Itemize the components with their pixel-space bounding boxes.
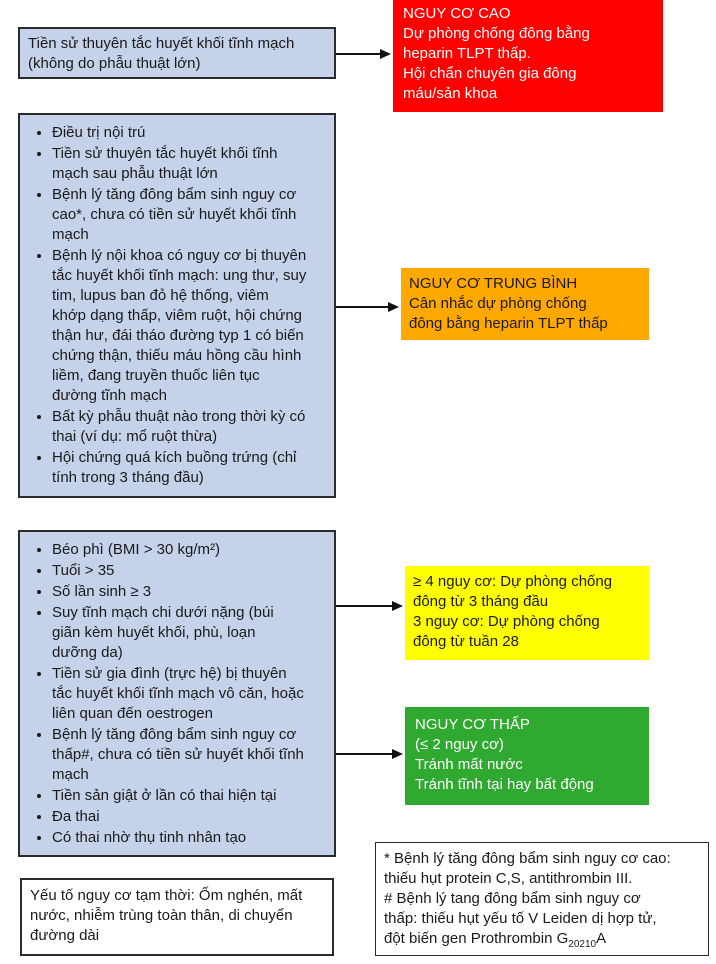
arrow-to-low-risk <box>336 746 404 762</box>
medium-risk-box <box>401 268 649 340</box>
risk-factor-item: • Tiền sử gia đình (trực hệ) bị thuyên tắc huyết khối tĩnh mạch vô căn, hoặc liên quan đến oestrogen <box>52 664 328 724</box>
history-vte-line: (không do phẫu thuật lớn) <box>28 55 201 72</box>
footnote-line: thiếu hụt protein C,S, antithrombin III. <box>384 870 633 887</box>
yellow-risk-line: 3 nguy cơ: Dự phòng chống <box>413 613 600 630</box>
temporary-factors-box <box>20 878 334 956</box>
yellow-risk-line: ≥ 4 nguy cơ: Dự phòng chống <box>413 573 613 590</box>
risk-factor-item: • Tiền sử thuyên tắc huyết khối tĩnh mạch sau phẫu thuật lớn <box>52 144 328 184</box>
risk-factor-item: • Bệnh lý tăng đông bẩm sinh nguy cơ thấp#, chưa có tiền sử huyết khối tĩnh mạch <box>52 725 328 785</box>
risk-factor-item: • Hội chứng quá kích buồng trứng (chỉ tính trong 3 tháng đầu) <box>52 448 328 488</box>
risk-factor-item: • Tuổi > 35 <box>52 561 328 581</box>
low-risk-line: (≤ 2 nguy cơ) <box>415 736 504 753</box>
intermediate-factors-box <box>18 113 336 498</box>
risk-factor-item: • Số lần sinh ≥ 3 <box>52 582 328 602</box>
low-risk-title: NGUY CƠ THẤP <box>415 716 530 733</box>
arrow-to-yellow-risk <box>336 598 404 614</box>
risk-factor-item: • Bệnh lý nội khoa có nguy cơ bị thuyên tắc huyết khối tĩnh mạch: ung thư, suy tim, lupus ban đỏ hệ thống, viêm khớp dạng thấp, viêm ruột, hội chứng thận hư, đái tháo đường typ 1 có biến chứng thận, thiếu máu hồng cầu hình liềm, đang truyền thuốc liên tục đường tĩnh mạch <box>52 246 328 406</box>
high-risk-line: Hội chẩn chuyên gia đông <box>403 65 577 82</box>
history-vte-line: Tiền sử thuyên tắc huyết khối tĩnh mạch <box>28 35 295 52</box>
risk-factor-item: • Bất kỳ phẫu thuật nào trong thời kỳ có thai (ví dụ: mổ ruột thừa) <box>52 407 328 447</box>
high-risk-line: máu/sản khoa <box>403 85 498 102</box>
risk-factor-item: • Béo phì (BMI > 30 kg/m²) <box>52 540 328 560</box>
footnote-box <box>375 842 709 956</box>
yellow-risk-box <box>405 566 649 660</box>
footnote-subscript: 20210 <box>568 939 597 950</box>
temporary-factors-line: đường dài <box>30 927 100 944</box>
high-risk-line: Dự phòng chống đông bằng <box>403 25 590 42</box>
yellow-risk-line: đông từ tuần 28 <box>413 633 519 650</box>
yellow-risk-line: đông từ 3 tháng đầu <box>413 593 549 610</box>
low-risk-line: Tránh tĩnh tại hay bất động <box>415 776 594 793</box>
temporary-factors-line: Yếu tố nguy cơ tạm thời: Ốm nghén, mất <box>30 887 303 904</box>
low-risk-box <box>405 707 649 805</box>
medium-risk-line: Cân nhắc dự phòng chống <box>409 295 587 312</box>
footnote-line: * Bệnh lý tăng đông bẩm sinh nguy cơ cao: <box>384 850 671 867</box>
arrow-to-medium-risk <box>336 299 400 315</box>
footnote-line: thấp: thiếu hụt yếu tố V Leiden dị hợp tử, <box>384 910 657 927</box>
history-vte-box <box>18 27 336 79</box>
medium-risk-title: NGUY CƠ TRUNG BÌNH <box>409 275 578 292</box>
risk-factor-item: • Điều trị nội trú <box>52 123 328 143</box>
high-risk-line: heparin TLPT thấp. <box>403 45 531 62</box>
low-risk-line: Tránh mất nước <box>415 756 523 773</box>
minor-factors-box <box>18 530 336 857</box>
risk-factor-item: • Bệnh lý tăng đông bẩm sinh nguy cơ cao*, chưa có tiền sử huyết khối tĩnh mạch <box>52 185 328 245</box>
risk-factor-item: • Có thai nhờ thụ tinh nhân tạo <box>52 828 328 848</box>
high-risk-title: NGUY CƠ CAO <box>403 5 511 22</box>
footnote-line: đột biến gen Prothrombin $G_{20210}A$ <box>384 930 607 950</box>
risk-factor-item: • Suy tĩnh mạch chi dưới nặng (búi giãn kèm huyết khối, phù, loạn dưỡng da) <box>52 603 328 663</box>
footnote-line: # Bệnh lý tang đông bẩm sinh nguy cơ <box>384 890 641 907</box>
high-risk-box <box>393 0 663 112</box>
temporary-factors-line: nước, nhiễm trùng toàn thân, di chuyển <box>30 907 293 924</box>
risk-factor-item: • Đa thai <box>52 807 328 827</box>
arrow-to-high-risk <box>336 46 392 62</box>
risk-factor-item: • Tiền sản giật ở lần có thai hiện tại <box>52 786 328 806</box>
medium-risk-line: đông bằng heparin TLPT thấp <box>409 315 608 332</box>
